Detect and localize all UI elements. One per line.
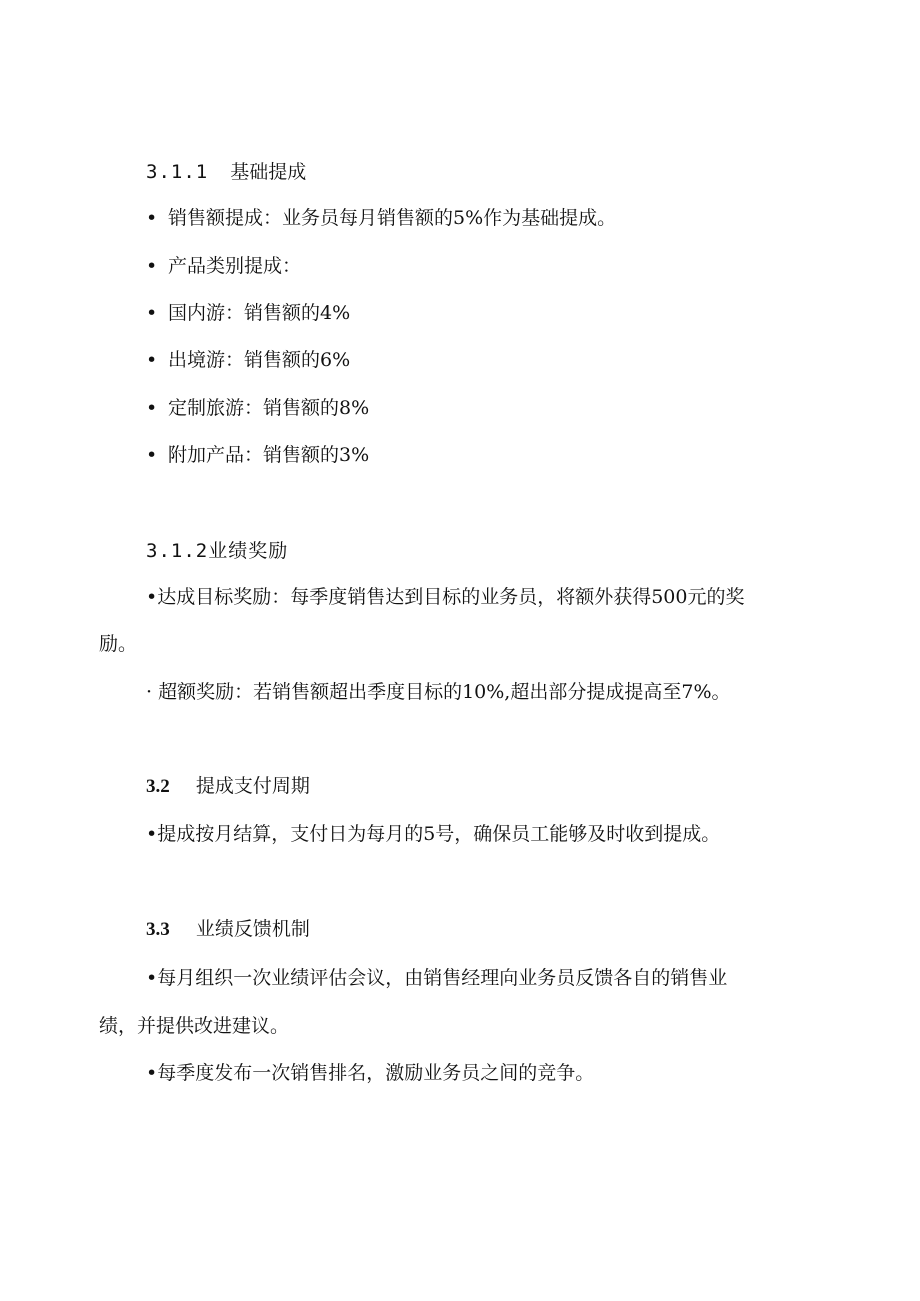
section-title: 业绩反馈机制 [195, 918, 310, 940]
list-item-text: 出境游：销售额的6% [168, 349, 351, 371]
list-item-text: 定制旅游：销售额的8% [168, 397, 370, 419]
paragraph [146, 822, 720, 846]
paragraph-text: •达成目标奖励：每季度销售达到目标的业务员，将额外获得500元的奖 [146, 586, 745, 608]
list-item [146, 254, 301, 278]
bullet-icon: • [146, 397, 158, 419]
list-item [146, 396, 369, 420]
section-number: 3.1.1 [146, 161, 209, 183]
paragraph-continuation [99, 632, 137, 656]
bullet-icon: • [146, 349, 158, 371]
section-3-1-1-heading [146, 160, 306, 184]
paragraph-text: 励。 [99, 633, 138, 655]
section-title: 基础提成 [230, 161, 307, 183]
section-3-3-heading [146, 917, 310, 942]
section-3-2-heading [146, 774, 310, 799]
paragraph [146, 680, 731, 704]
bullet-icon: • [146, 302, 158, 324]
bullet-icon: • [146, 255, 158, 277]
section-number: 3.2 [146, 776, 170, 797]
bullet-icon: • [146, 444, 158, 466]
section-title: 提成支付周期 [195, 775, 310, 797]
list-item [146, 443, 369, 467]
section-title: 3.1.2业绩奖励 [146, 540, 289, 562]
paragraph [146, 1061, 594, 1085]
list-item-text: 销售额提成：业务员每月销售额的5%作为基础提成。 [168, 207, 617, 229]
list-item [146, 206, 616, 230]
paragraph [146, 966, 727, 990]
section-number: 3.3 [146, 919, 170, 940]
paragraph-continuation [99, 1014, 289, 1038]
paragraph-text: •每月组织一次业绩评估会议，由销售经理向业务员反馈各自的销售业 [146, 967, 728, 989]
list-item [146, 301, 350, 325]
bullet-icon: • [146, 207, 158, 229]
list-item-text: 附加产品：销售额的3% [168, 444, 370, 466]
paragraph-text: · 超额奖励：若销售额超出季度目标的10%,超出部分提成提高至7%。 [146, 681, 731, 703]
paragraph-text: 绩，并提供改进建议。 [99, 1015, 290, 1037]
paragraph [146, 585, 744, 609]
list-item [146, 348, 350, 372]
list-item-text: 产品类别提成： [168, 255, 302, 277]
list-item-text: 国内游：销售额的4% [168, 302, 351, 324]
section-3-1-2-heading [146, 539, 288, 563]
paragraph-text: •每季度发布一次销售排名，激励业务员之间的竞争。 [146, 1062, 595, 1084]
paragraph-text: •提成按月结算，支付日为每月的5号，确保员工能够及时收到提成。 [146, 823, 721, 845]
